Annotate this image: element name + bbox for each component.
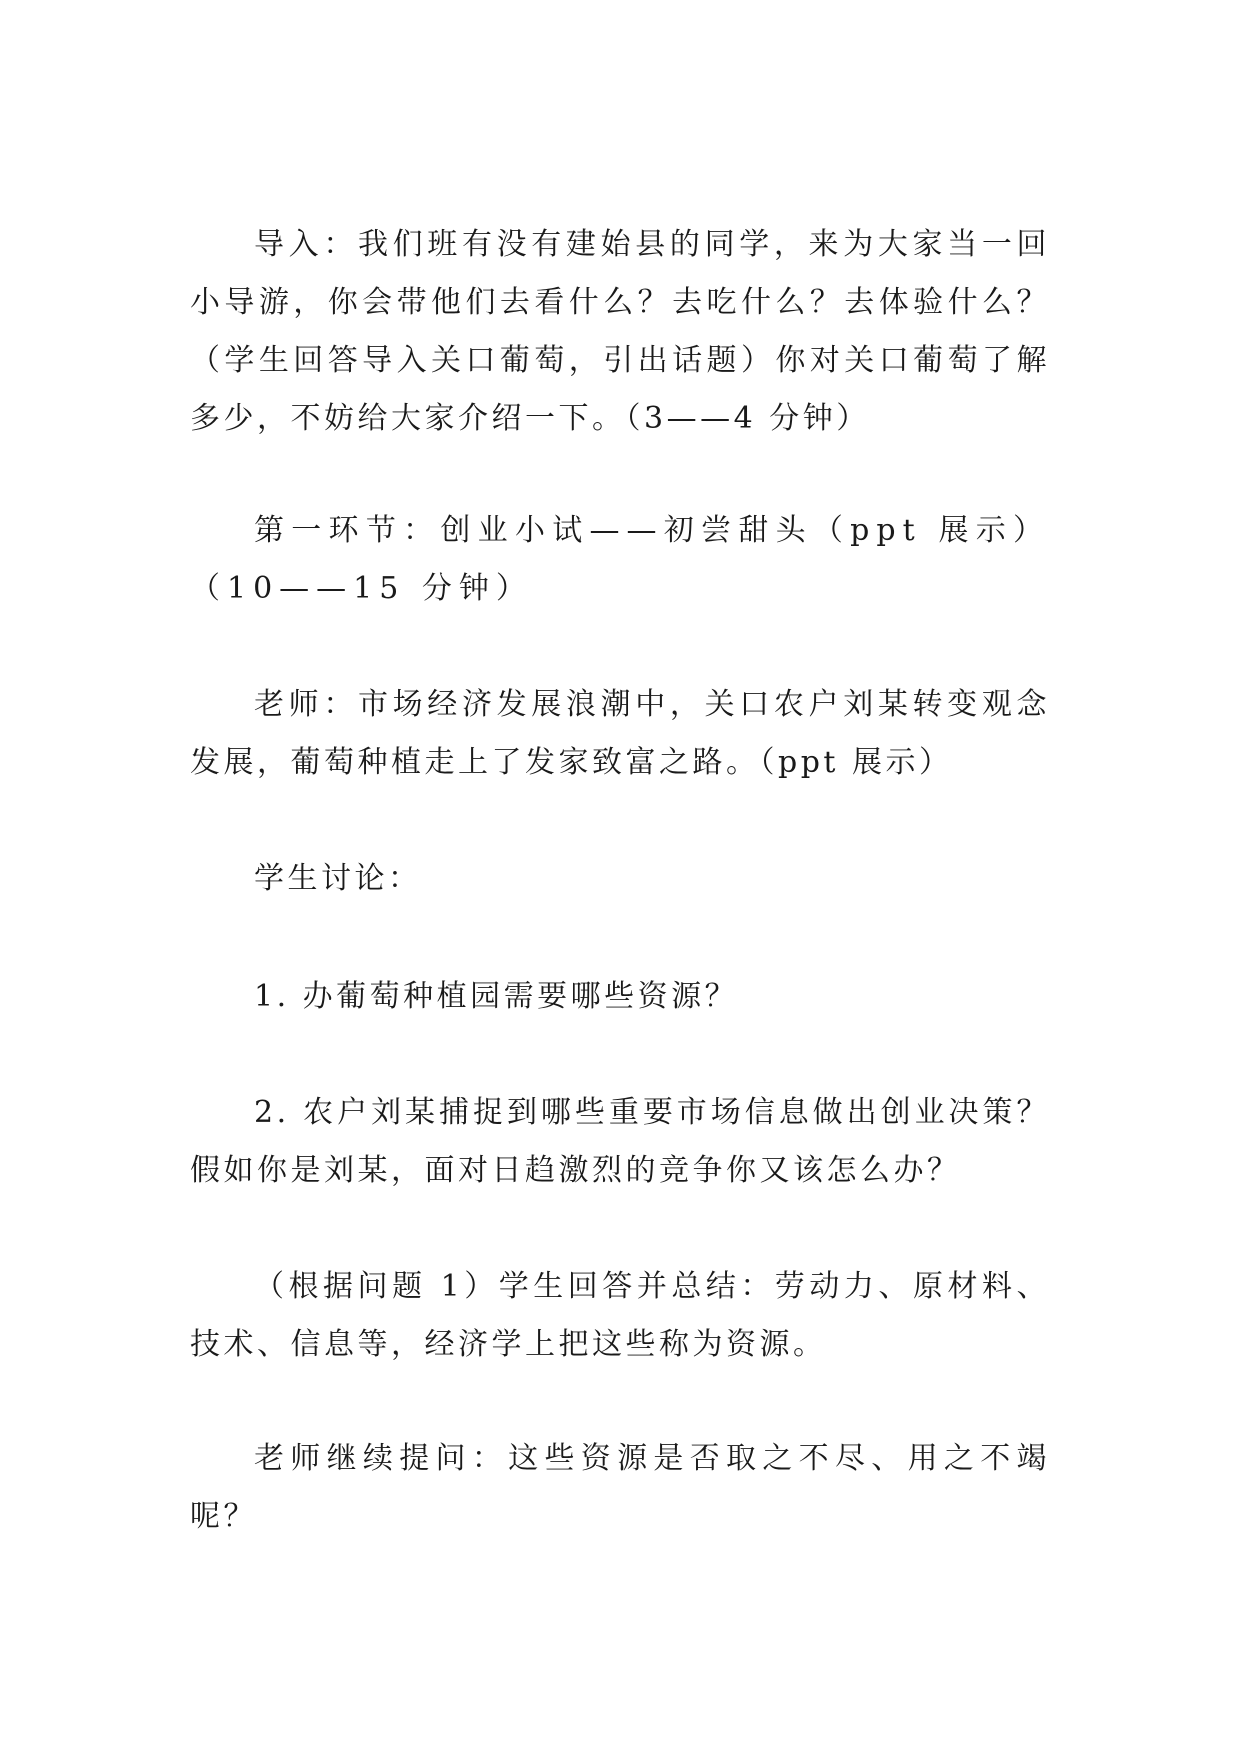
question-2: 2. 农户刘某捕捉到哪些重要市场信息做出创业决策？假如你是刘某，面对日趋激烈的竞争你又该怎么办？ bbox=[190, 1095, 1050, 1188]
section-title: 第一环节：创业小试——初尝甜头（ppt 展示）（10——15 分钟） bbox=[190, 513, 1050, 606]
teacher-followup: 老师继续提问：这些资源是否取之不尽、用之不竭呢？ bbox=[190, 1441, 1050, 1534]
answer-paragraph: （根据问题 1）学生回答并总结：劳动力、原材料、技术、信息等，经济学上把这些称为资源。 bbox=[190, 1269, 1050, 1362]
question-1: 1. 办葡萄种植园需要哪些资源？ bbox=[254, 979, 739, 1014]
intro-paragraph: 导入：我们班有没有建始县的同学，来为大家当一回小导游，你会带他们去看什么？去吃什么？去体验什么？（学生回答导入关口葡萄，引出话题）你对关口葡萄了解多少，不妨给大家介绍一下。（3——4 分钟） bbox=[190, 227, 1050, 436]
teacher-paragraph: 老师：市场经济发展浪潮中，关口农户刘某转变观念发展，葡萄种植走上了发家致富之路。（ppt 展示） bbox=[190, 687, 1050, 780]
discussion-label: 学生讨论： bbox=[254, 861, 422, 896]
